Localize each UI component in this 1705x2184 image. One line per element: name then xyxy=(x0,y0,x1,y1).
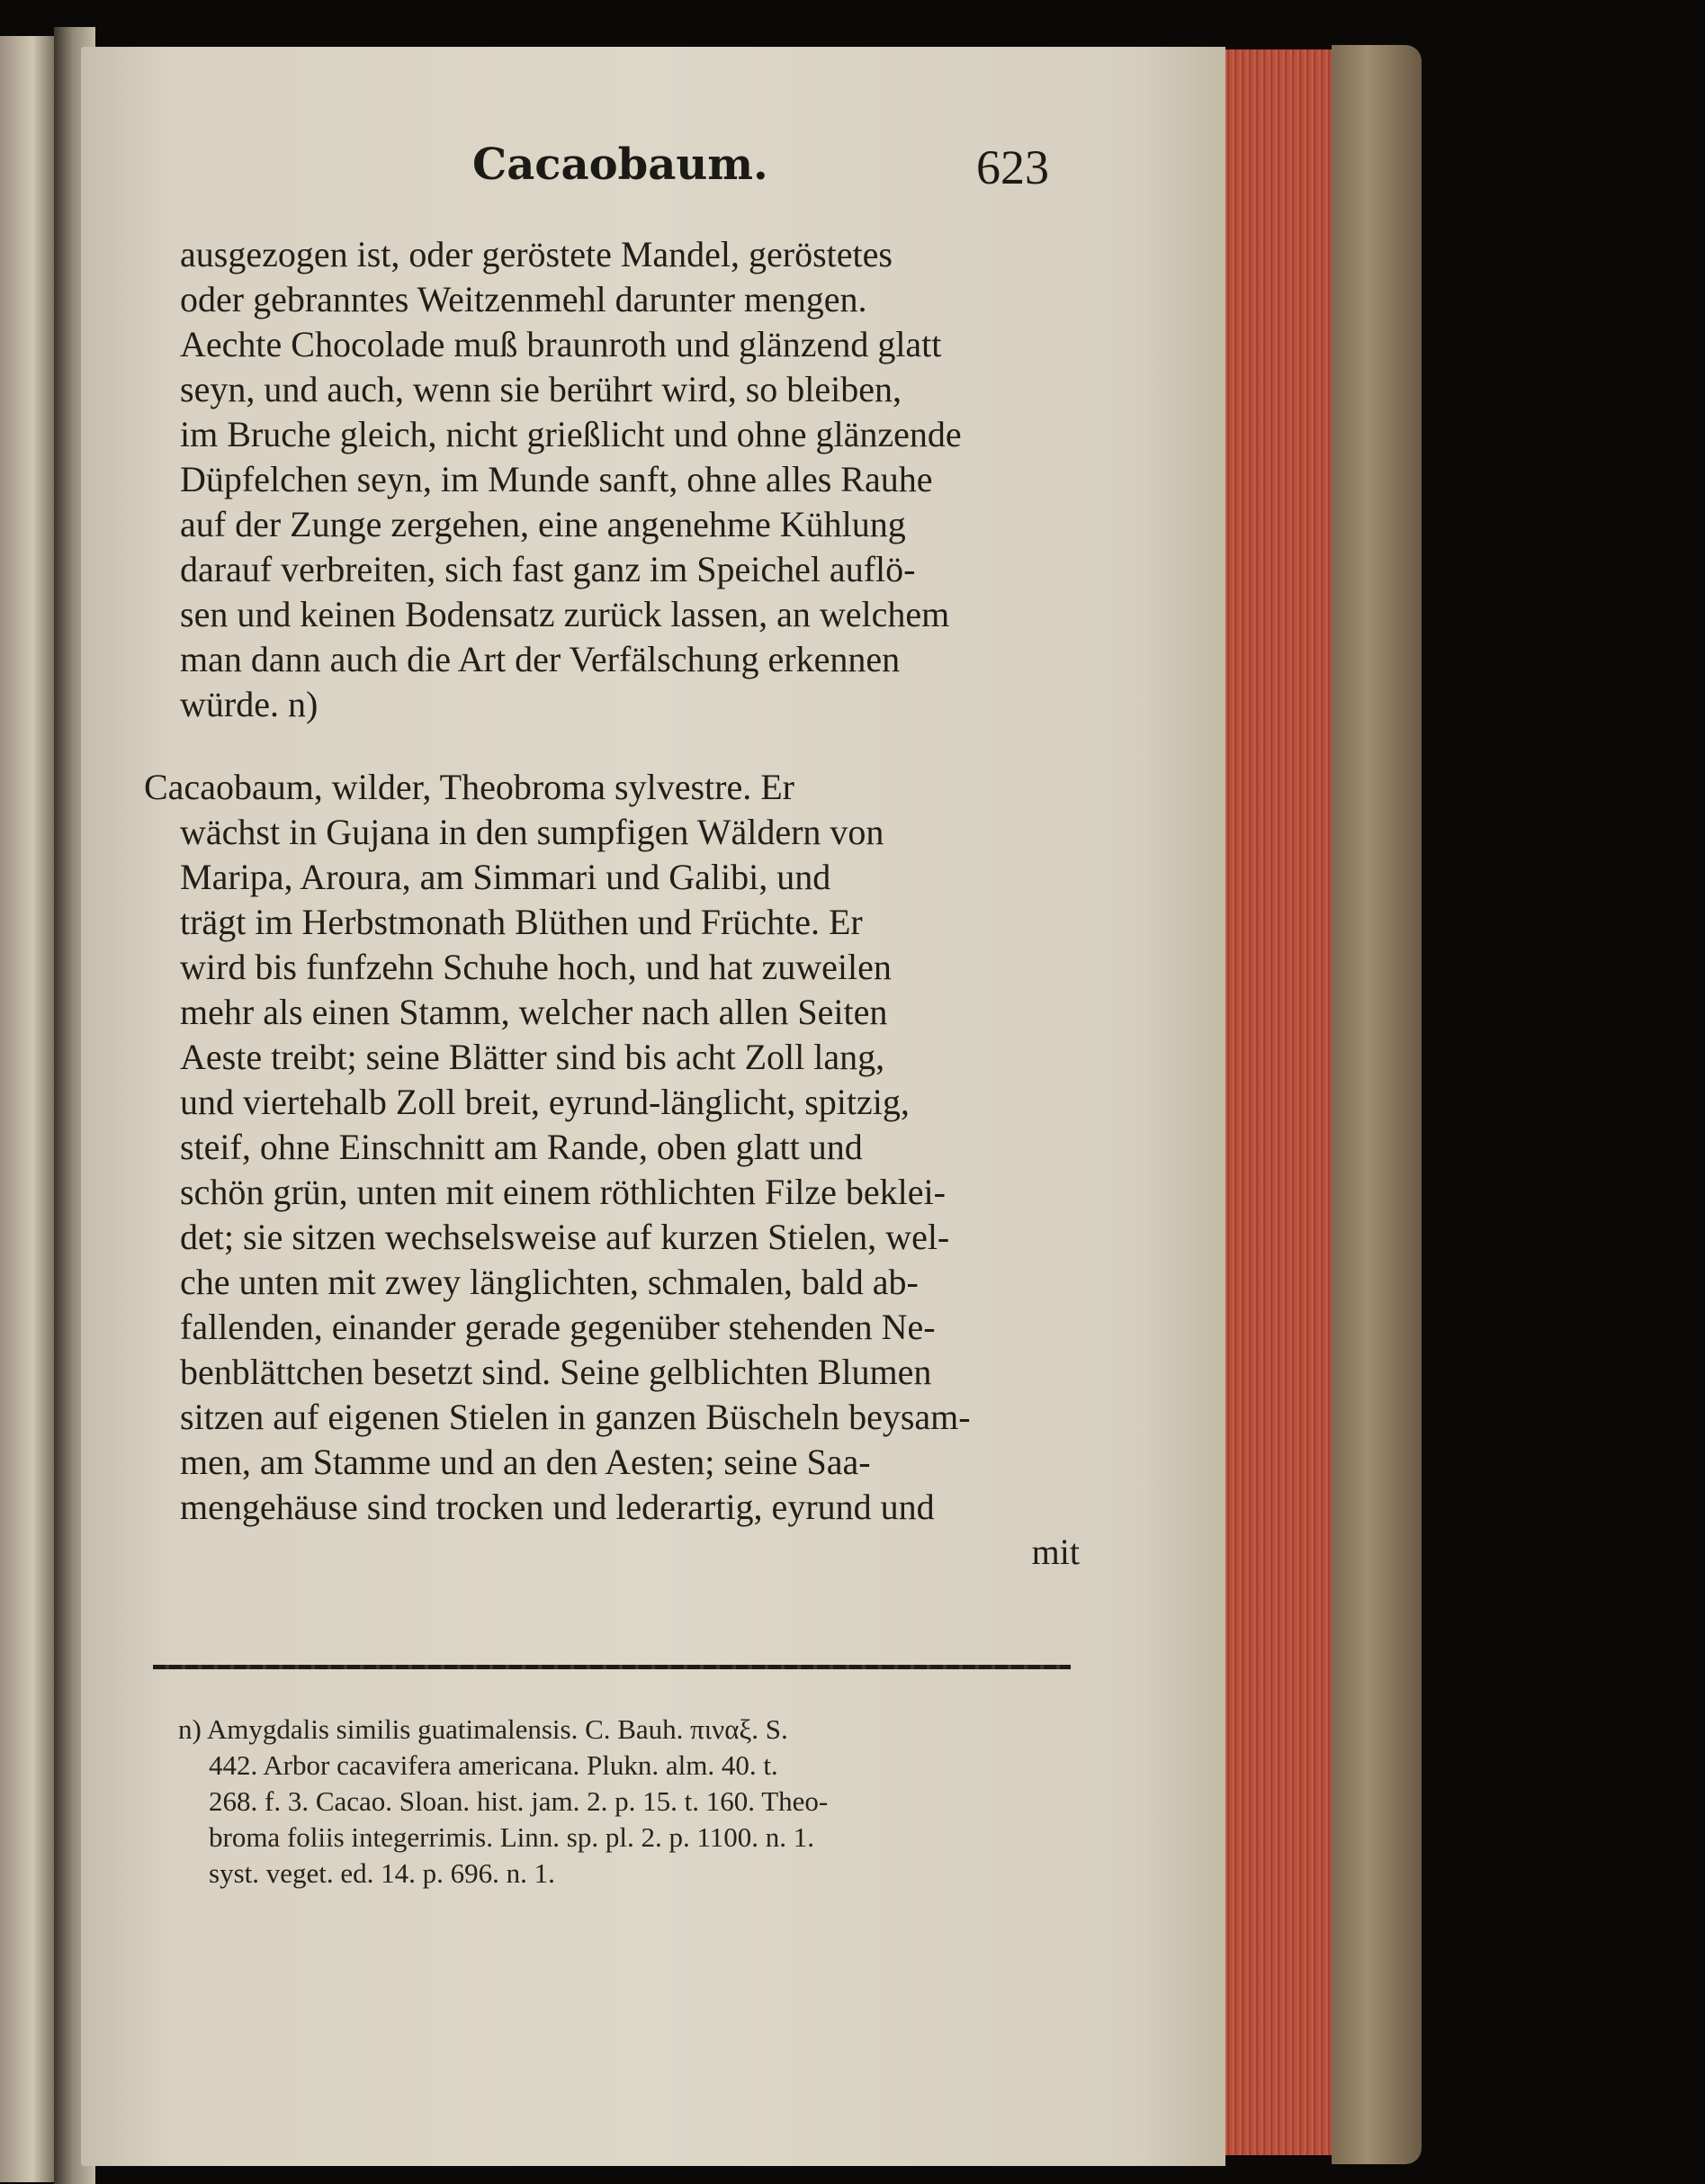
text-line: seyn, und auch, wenn sie berührt wird, so bleiben, xyxy=(180,369,902,409)
body-text xyxy=(144,232,1080,1575)
footnote-line: syst. veget. ed. 14. p. 696. n. 1. xyxy=(209,1857,555,1889)
text-line: oder gebranntes Weitzenmehl darunter mengen. xyxy=(180,279,867,319)
text-line: benblättchen besetzt sind. Seine gelblichten Blumen xyxy=(180,1352,932,1392)
running-head xyxy=(472,139,1102,193)
paragraph-gap xyxy=(180,727,1080,765)
text-line: fallenden, einander gerade gegenüber stehenden Ne- xyxy=(180,1307,936,1347)
facing-page-edge xyxy=(0,36,54,2182)
text-line: auf der Zunge zergehen, eine angenehme Kühlung xyxy=(180,504,906,544)
text-line: men, am Stamme und an den Aesten; seine Saa- xyxy=(180,1442,871,1482)
book-cover-edge xyxy=(1332,45,1422,2164)
text-line: mengehäuse sind trocken und lederartig, eyrund und xyxy=(180,1487,935,1527)
text-line: det; sie sitzen wechselsweise auf kurzen Stielen, wel- xyxy=(180,1217,950,1257)
footnote-line: 442. Arbor cacavifera americana. Plukn. alm. 40. t. xyxy=(209,1749,778,1781)
footnote-rule xyxy=(153,1665,1071,1669)
text-line: würde. n) xyxy=(180,684,319,724)
text-line: Aechte Chocolade muß braunroth und glänzend glatt xyxy=(180,324,942,364)
text-line: steif, ohne Einschnitt am Rande, oben glatt und xyxy=(180,1127,863,1167)
footnote-line: 268. f. 3. Cacao. Sloan. hist. jam. 2. p. 15. t. 160. Theo- xyxy=(209,1785,829,1817)
page-block-red-edge xyxy=(1224,49,1337,2155)
text-line: wächst in Gujana in den sumpfigen Wäldern von xyxy=(180,812,884,852)
text-line: che unten mit zwey länglichten, schmalen, bald ab- xyxy=(180,1262,919,1302)
text-line: Maripa, Aroura, am Simmari und Galibi, und xyxy=(180,857,831,897)
text-line: sen und keinen Bodensatz zurück lassen, an welchem xyxy=(180,594,950,634)
text-line: ausgezogen ist, oder geröstete Mandel, geröstetes xyxy=(180,234,893,274)
running-head-title: Cacaobaum. xyxy=(472,139,768,190)
footnote-line: broma foliis integerrimis. Linn. sp. pl. 2. p. 1100. n. 1. xyxy=(209,1821,815,1853)
text-line: wird bis funfzehn Schuhe hoch, und hat zuweilen xyxy=(180,947,892,987)
text-line: Düpfelchen seyn, im Munde sanft, ohne alles Rauhe xyxy=(180,459,933,499)
text-line: und viertehalb Zoll breit, eyrund-länglicht, spitzig, xyxy=(180,1082,910,1122)
footnotes xyxy=(178,1712,1082,1892)
text-line: darauf verbreiten, sich fast ganz im Speichel auflö- xyxy=(180,549,916,589)
text-line: man dann auch die Art der Verfälschung erkennen xyxy=(180,639,901,679)
text-line: trägt im Herbstmonath Blüthen und Früchte. Er xyxy=(180,902,863,942)
text-line: im Bruche gleich, nicht grießlicht und ohne glänzende xyxy=(180,414,962,454)
text-line: sitzen auf eigenen Stielen in ganzen Büscheln beysam- xyxy=(180,1397,971,1437)
footnote-line: n) Amygdalis similis guatimalensis. C. Bauh. πιναξ. S. xyxy=(178,1713,788,1745)
page-number: 623 xyxy=(976,140,1049,194)
text-line: mehr als einen Stamm, welcher nach allen Seiten xyxy=(180,992,888,1032)
entry-heading-line: Cacaobaum, wilder, Theobroma sylvestre. Er xyxy=(144,767,794,807)
text-line: Aeste treibt; seine Blätter sind bis acht Zoll lang, xyxy=(180,1037,885,1077)
catchword: mit xyxy=(1031,1532,1080,1572)
text-line: schön grün, unten mit einem röthlichten Filze beklei- xyxy=(180,1172,946,1212)
